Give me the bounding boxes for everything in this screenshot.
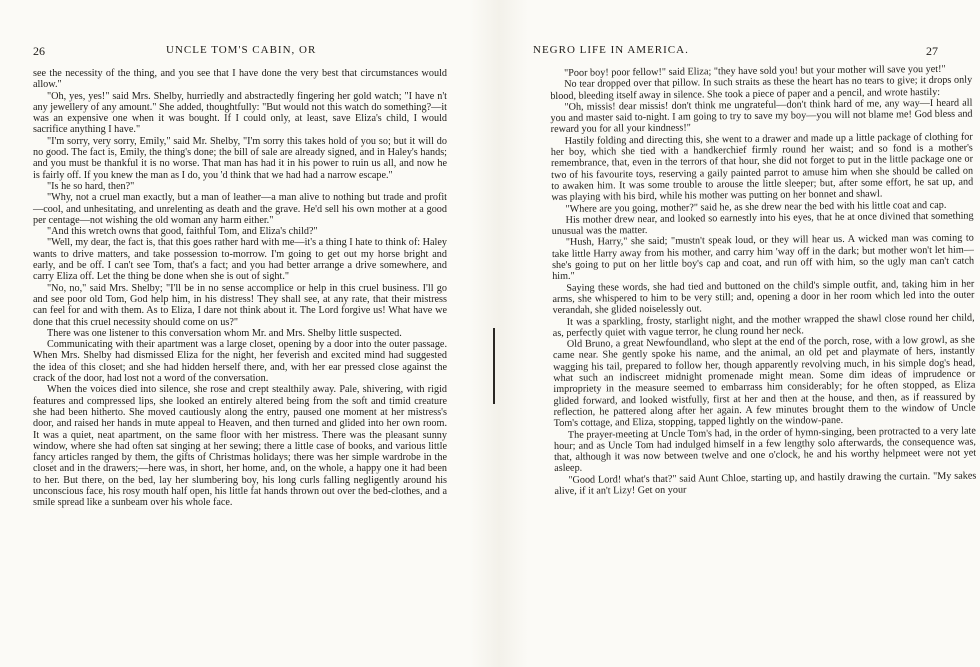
paragraph: Hastily folding and directing this, she went to a drawer and made up a little package of clothing for her boy, which she tied with a handkerchief firmly round her waist; and so fond is a mother's remembrance, that, even in the terrors of that hour, she did not forget to put in the little package one or two of his favourite toys, reserving a gaily painted parrot to amuse him when she should be called on to awaken him. It was some trouble to arouse the little sleeper; but, after some effort, he sat up, and was playing with his bird, while his mother was putting on her bonnet and shawl. <box>550 131 974 204</box>
paragraph: "And this wretch owns that good, faithful Tom, and Eliza's child?" <box>47 226 318 238</box>
paragraph: "Oh, yes, yes!" said Mrs. Shelby, hurriedly and abstractedly fingering her gold watch; "I have n't any jewellery of any amount." She added, thoughtfully: "But would not this watch do something?—it was an expensive one when it was bought. If I could only, at least, save Eliza's child, I would sacrifice anything I have." <box>33 90 447 136</box>
paragraph: "Poor boy! poor fellow!" said Eliza; "they have sold you! but your mother will save you yet!" <box>563 63 946 79</box>
paragraph: "I'm sorry, very sorry, Emily," said Mr. Shelby, "I'm sorry this takes hold of you so; but it will do no good. The fact is, Emily, the thing's done; the bill of sale are already signed, and in Haley's hands; and you must be thankful it is no worse. That man has had it in his power to ruin us all, and now he is fairly off. If you knew the man as I do, you 'd think that we had had a narrow escape." <box>33 135 447 181</box>
paragraph: The prayer-meeting at Uncle Tom's had, in the order of hymn-singing, been protracted to a very late hour; and as Uncle Tom had indulged himself in a few lengthy solo afterwards, the consequence was, that, although it was now between twelve and one o'clock, he and his worthy helpmeet were not yet asleep. <box>553 425 977 475</box>
right-text-column <box>550 64 976 498</box>
paragraph: "Good Lord! what's that?" said Aunt Chloe, starting up, and hastily drawing the curtain. "My sakes alive, if it an't Lizy! Get on your <box>554 470 977 497</box>
right-running-head: NEGRO LIFE IN AMERICA. <box>533 44 689 56</box>
paragraph: see the necessity of the thing, and you see that I have done the very best that circumstances would allow." <box>33 68 447 91</box>
paragraph: "Is he so hard, then?" <box>47 180 135 192</box>
right-page <box>528 0 980 667</box>
left-running-head: UNCLE TOM'S CABIN, OR <box>166 44 317 56</box>
paragraph: Old Bruno, a great Newfoundland, who slept at the end of the porch, rose, with a low growl, as she came near. She gently spoke his name, and the animal, an old pet and playmate of hers, instantly wagging his tail, prepared to follow her, though apparently revolving much, in his simple dog's head, what such an indiscreet midnight promenade might mean. Some dim ideas of imprudence or impropriety in the measure seemed to embarrass him considerably; for he often stopped, as Eliza glided forward, and looked wistfully, first at her and then at the house, and then, as if reassured by reflection, he pattered along after her again. A few minutes brought them to the window of Uncle Tom's cottage, and Eliza, stopping, tapped lightly on the window-pane. <box>552 334 976 430</box>
left-page <box>0 0 470 667</box>
gutter-mark <box>493 328 495 404</box>
paragraph: "Well, my dear, the fact is, that this goes rather hard with me—it's a thing I hate to think of: Haley wants to drive matters, and take possession to-morrow. I'm going to get out my horse bright and early, and be off. I can't see Tom, that's a fact; and you had better arrange a drive somewhere, and carry Eliza off. Let the thing be done when she is out of sight." <box>33 237 447 283</box>
left-page-number: 26 <box>33 44 45 58</box>
paragraph: "Oh, missis! dear missis! don't think me ungrateful—don't think hard of me, any way—I heard all you and master said to-night. I am going to try to save my boy—you will not blame me! God bless and reward you for all your kindness!" <box>550 97 973 136</box>
left-text-column <box>33 68 447 509</box>
paragraph: "Hush, Harry," she said; "mustn't speak loud, or they will hear us. A wicked man was coming to take little Harry away from his mother, and carry him 'way off in the dark; but mother won't let him—she's going to put on her little boy's cap and coat, and run off with him, so the ugly man can't catch him." <box>551 233 975 283</box>
paragraph: "Why, not a cruel man exactly, but a man of leather—a man alive to nothing but trade and profit—cool, and unhesitating, and unrelenting as death and the grave. He'd sell his own mother at a good per centage—not wishing the old woman any harm either." <box>33 192 447 226</box>
right-page-number: 27 <box>926 44 938 58</box>
paragraph: It was a sparkling, frosty, starlight night, and the mother wrapped the shawl close round her child, as, perfectly quiet with vague terror, he clung round her neck. <box>552 312 975 339</box>
paragraph: Communicating with their apartment was a large closet, opening by a door into the outer passage. When Mrs. Shelby had dismissed Eliza for the night, her feverish and excited mind had suggested the idea of this closet; and she had hidden herself there, and, with her ear pressed close against the crack of the door, had lost not a word of the conversation. <box>33 339 447 385</box>
paragraph: When the voices died into silence, she rose and crept stealthily away. Pale, shivering, with rigid features and compressed lips, she looked an entirely altered being from the soft and timid creature she had been hitherto. She moved cautiously along the entry, paused one moment at her mistress's door, and raised her hands in mute appeal to Heaven, and then turned and glided into her own room. It was a quiet, neat apartment, on the same floor with her mistress. There was the pleasant sunny window, where she had often sat singing at her sewing; there a little case of books, and various little fancy articles ranged by them, the gifts of Christmas holidays; there was her simple wardrobe in the closet and in the drawers;—here was, in short, her home, and, on the whole, a happy one it had been to her. But there, on the bed, lay her slumbering boy, his long curls falling negligently around his unconscious face, his rosy mouth half open, his little fat hands thrown out over the bed-clothes, and a smile spread like a sunbeam over his whole face. <box>33 384 447 509</box>
book-spine-shadow <box>470 0 528 667</box>
paragraph: "No, no," said Mrs. Shelby; "I'll be in no sense accomplice or help in this cruel business. I'll go and see poor old Tom, God help him, in his distress! They shall see, at any rate, that their mistress can feel for and with them. As to Eliza, I dare not think about it. The Lord forgive us! What have we done that this cruel necessity should come on us?" <box>33 282 447 328</box>
paragraph: Saying these words, she had tied and buttoned on the child's simple outfit, and, taking him in her arms, she whispered to him to be very still; and, opening a door in her room which led into the outer verandah, she glided noiselessly out. <box>552 278 975 317</box>
paragraph: His mother drew near, and looked so earnestly into his eyes, that he at once divined that something unusual was the matter. <box>551 210 974 238</box>
paragraph: No tear dropped over that pillow. In such straits as these the heart has no tears to give; it drops only blood, bleeding itself away in silence. She took a piece of paper and a pencil, and wrote hastily: <box>550 74 973 102</box>
paragraph: "Where are you going, mother?" said he, as she drew near the bed with his little coat and cap. <box>565 199 947 215</box>
paragraph: There was one listener to this conversation whom Mr. and Mrs. Shelby little suspected. <box>47 327 402 339</box>
